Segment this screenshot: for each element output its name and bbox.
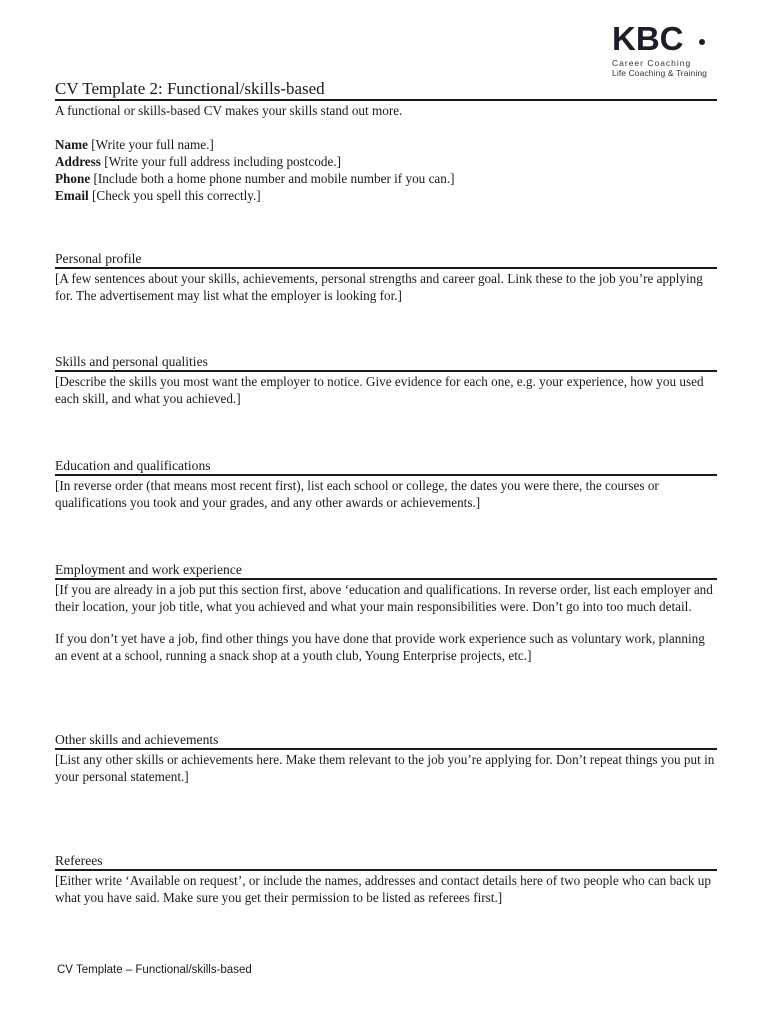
logo-tagline-1: Career Coaching — [612, 58, 692, 68]
contact-email: Email [Check you spell this correctly.] — [55, 188, 261, 203]
section-body: [Either write ‘Available on request’, or include the names, addresses and contact details here of two people who can back up what you have said. Make sure you get their permission to be listed as referees first.] — [55, 873, 711, 905]
contact-details — [55, 136, 717, 204]
page-footer: CV Template – Functional/skills-based — [57, 964, 252, 976]
section-title: Skills and personal qualities — [55, 353, 717, 372]
section-body: [If you are already in a job put this section first, above ‘education and qualifications. In reverse order, list each employer and their location, your job title, what you achieved and what your main responsibilities were. Don’t go into too much detail. If you don’t yet have a job, find other things you have done that provide work experience such as voluntary work, planning an event at a school, running a snack shop at a youth club, Young Enterprise projects, etc.] — [55, 582, 713, 663]
section-other-skills — [55, 731, 717, 785]
section-title: Education and qualifications — [55, 457, 717, 476]
section-skills — [55, 353, 717, 407]
section-personal-profile — [55, 250, 717, 304]
page-title: CV Template 2: Functional/skills-based — [55, 78, 717, 101]
logo-tagline-2: Life Coaching & Training — [612, 68, 708, 78]
section-education — [55, 457, 717, 511]
section-title: Personal profile — [55, 250, 717, 269]
document-body — [55, 78, 717, 905]
section-title: Referees — [55, 852, 717, 871]
section-title: Other skills and achievements — [55, 731, 717, 750]
section-body: [A few sentences about your skills, achievements, personal strengths and career goal. Link these to the job you’re applying for. The advertisement may list what the employer is looking for.] — [55, 271, 703, 303]
contact-name: Name [Write your full name.] — [55, 137, 214, 152]
page-subtitle: A functional or skills-based CV makes your skills stand out more. — [55, 103, 403, 118]
section-body: [In reverse order (that means most recent first), list each school or college, the dates you were there, the courses or qualifications you took and your grades, and any other awards or achievements.] — [55, 478, 659, 510]
section-body: [List any other skills or achievements here. Make them relevant to the job you’re applying for. Don’t repeat things you put in your personal statement.] — [55, 752, 715, 784]
logo-wordmark: KBC — [612, 22, 712, 55]
section-title: Employment and work experience — [55, 561, 717, 580]
kbc-logo — [612, 22, 712, 78]
section-employment — [55, 561, 717, 664]
contact-address: Address [Write your full address including postcode.] — [55, 154, 342, 169]
section-body: [Describe the skills you most want the employer to notice. Give evidence for each one, e.g. your experience, how you used each skill, and what you achieved.] — [55, 374, 704, 406]
logo-dot-icon — [699, 39, 705, 45]
section-referees — [55, 852, 717, 906]
contact-phone: Phone [Include both a home phone number and mobile number if you can.] — [55, 171, 455, 186]
